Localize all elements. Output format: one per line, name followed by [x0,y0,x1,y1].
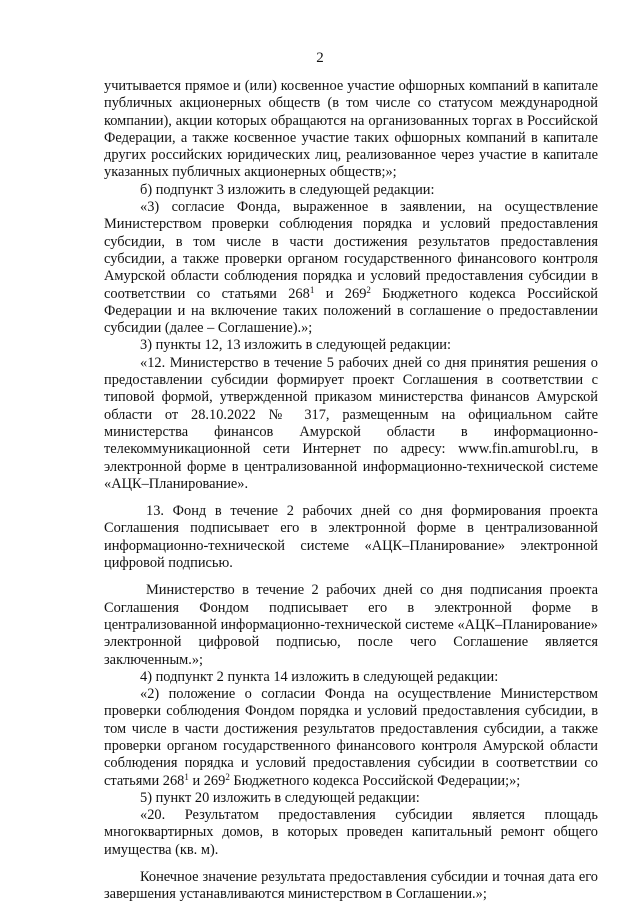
superscript-1: 1 [309,284,315,295]
paragraph-subitem-2-part-3: Бюджетного кодекса Российской Федерации;»; [229,772,521,789]
paragraph-clause-20: «20. Результатом предоставления субсидии является площадь многоквартирных домов, в которых проведен капитальный ремонт общего имущества (кв. м). [104,807,598,858]
paragraph-ministry-signing: Министерство в течение 2 рабочих дней со дня подписания проекта Соглашения Фондом подписывает его в электронной форме в централизованной информационно-технической системе «АЦК–Планирование» электронной цифровой подписью, после чего Соглашение является заключенным.»; [104,582,598,668]
document-body [104,78,598,904]
superscript-2: 2 [366,284,371,295]
paragraph-final-value: Конечное значение результата предоставления субсидии и точная дата его завершения устанавливаются министерством в Соглашении.»; [104,869,598,903]
paragraph-item-3: 3) пункты 12, 13 изложить в следующей редакции: [140,337,451,354]
paragraph-item-5: 5) пункт 20 изложить в следующей редакции: [140,789,420,806]
paragraph-subitem-b: б) подпункт 3 изложить в следующей редакции: [140,181,435,198]
superscript-2: 2 [225,771,230,782]
paragraph-subitem-3-part-1: «3) согласие Фонда, выраженное в заявлении, на осуществление Министерством проверки соблюдения порядка и условий предоставления субсидии, в том числе в части достижения результатов предоставления субсидии, а также проверки органом государственного финансового контроля Амурской области соблюдения порядка и условий предоставления субсидии в соответствии со статьями 268 [104,199,598,302]
page-number: 2 [316,50,324,66]
paragraph-subitem-3-part-3: Бюджетного кодекса Российской Федерации и на включение таких положений в соглашение о предоставлении субсидии (далее – Соглашение).»; [104,285,598,337]
paragraph-subitem-3-text [104,199,598,337]
paragraph-subitem-2-text [104,686,598,790]
paragraph-clause-13: 13. Фонд в течение 2 рабочих дней со дня формирования проекта Соглашения подписывает его в электронной форме в централизованной информационно-технической системе «АЦК–Планирование» электронной цифровой подписью. [104,503,598,572]
paragraph-subitem-2-part-2: и 269 [188,772,226,789]
paragraph-subitem-3-part-2: и 269 [314,285,367,302]
paragraph-clause-12: «12. Министерство в течение 5 рабочих дней со дня принятия решения о предоставлении субсидии формирует проект Соглашения в соответствии с типовой формой, утвержденной приказом министерства финансов Амурской области от 28.10.2022 № 317, размещенным на официальном сайте министерства финансов Амурской области в информационно-телекоммуникационной сети Интернет по адресу: www.fin.amurobl.ru, в электронной форме в централизованной информационно-технической системе «АЦК–Планирование». [104,354,598,492]
paragraph-subitem-2-part-1: «2) положение о согласии Фонда на осуществление Министерством проверки соблюдения Фондом порядка и условий предоставления субсидии, в том числе в части достижения результатов предоставления субсидии, а также проверки органом государственного финансового контроля Амурской области соблюдения порядка и условий предоставления субсидии в соответствии со статьями 268 [104,686,598,789]
paragraph-item-4: 4) подпункт 2 пункта 14 изложить в следующей редакции: [140,668,499,685]
superscript-1: 1 [184,771,189,782]
paragraph-offshore-participation: учитывается прямое и (или) косвенное участие офшорных компаний в капитале публичных акционерных обществ (в том числе со статусом международной компании), акции которых обращаются на организованных торгах в Российской Федерации, а также косвенное участие таких офшорных компаний в капитале других российских юридических лиц, реализованное через участие в капитале указанных публичных акционерных обществ;»; [104,78,598,181]
